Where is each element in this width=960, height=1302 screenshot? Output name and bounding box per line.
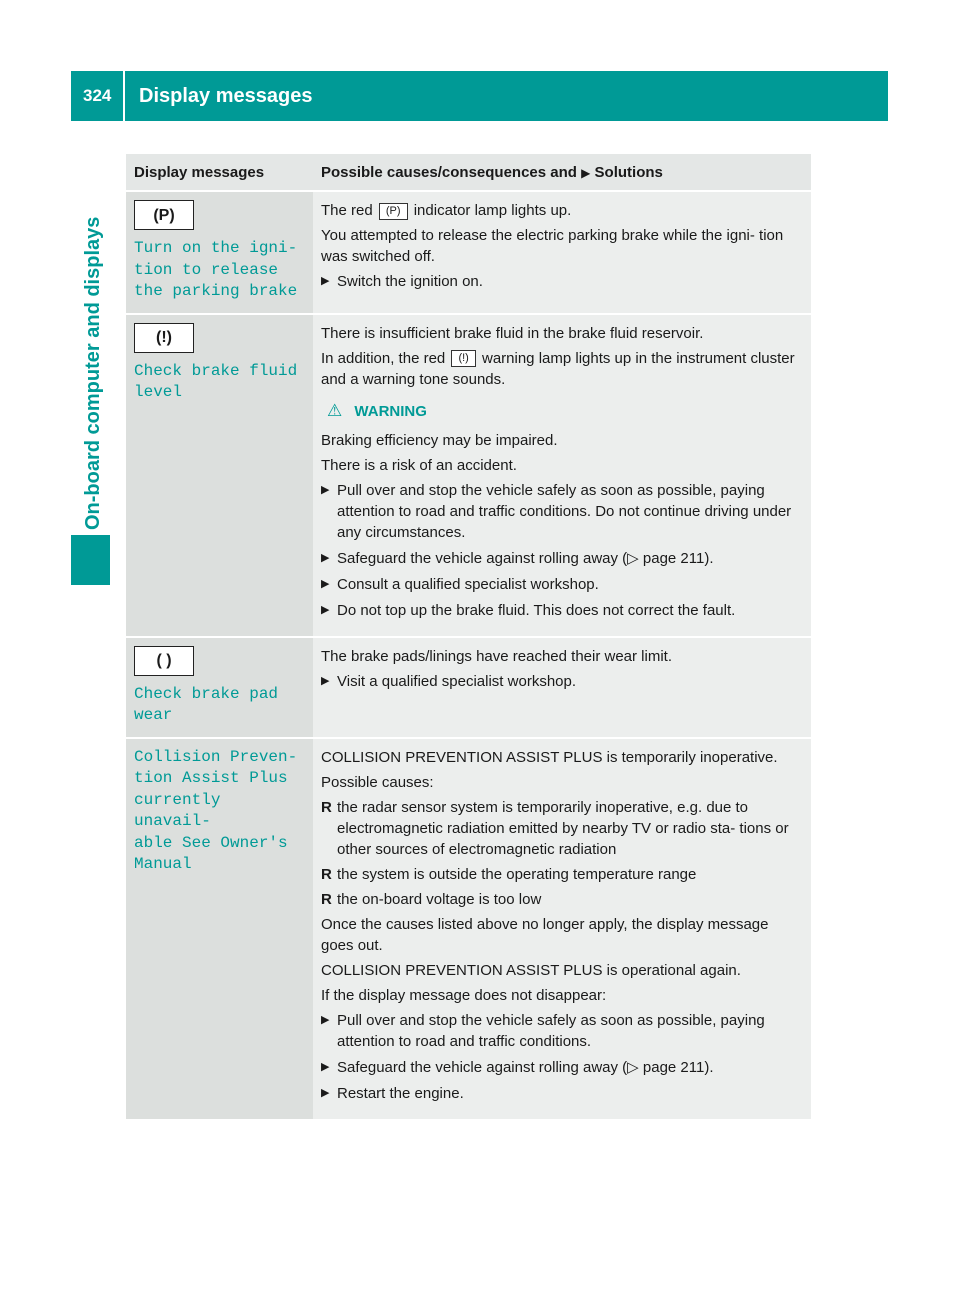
display-message-cell [126,191,313,314]
side-marker-block [71,535,110,585]
column-header-causes-solutions [313,154,811,191]
paragraph: There is a risk of an accident. [321,456,517,474]
page-header [71,71,888,121]
text-fragment: The red [321,202,373,219]
text-fragment: warning lamp lights up in the instrument cluster and a warning tone sounds. [321,349,795,388]
action-step: ▶ Visit a qualified specialist workshop. [321,671,803,692]
page-title: Display messages [139,84,313,107]
page-number: 324 [71,71,125,121]
paragraph: Possible causes: [321,773,434,791]
action-step: ▶ Restart the engine. [321,1083,803,1104]
column-header-display-messages: Display messages [126,154,313,191]
text-fragment: Safeguard the vehicle against rolling away ( [337,549,628,567]
page-reference-link[interactable]: page 211). [642,549,714,567]
display-message-text: Check brake pad wear [134,684,279,724]
action-step: ▶ Switch the ignition on. [321,271,803,292]
page-reference-link[interactable]: page 211). [642,1058,714,1076]
causes-solutions-cell [313,738,811,1119]
paragraph: You attempted to release the electric parking brake while the igni- tion was switched off. [321,227,784,265]
brake-pad-wear-icon: ( ) [134,646,194,676]
warning-triangle-icon: ⚠ [327,400,343,420]
display-message-cell [126,637,313,738]
paragraph: Braking efficiency may be impaired. [321,431,558,449]
warning-heading [327,400,803,422]
paragraph: If the display message does not disappear: [321,986,607,1004]
page-ref-arrow-icon: ▷ [627,1058,639,1076]
parking-brake-icon: (P) [379,203,408,220]
bullet-text: the system is outside the operating temperature range [337,865,697,883]
display-message-text: Turn on the igni‐ tion to release the parking brake [134,239,298,300]
action-step [321,548,803,569]
paragraph: The brake pads/linings have reached their wear limit. [321,647,673,665]
warning-label: WARNING [354,402,427,420]
action-step: ▶ Consult a qualified specialist workshop. [321,574,803,595]
text-fragment: indicator lamp lights up. [413,202,572,219]
display-message-cell [126,314,313,637]
parking-brake-icon: (P) [134,200,194,230]
causes-solutions-cell [313,314,811,637]
display-message-cell [126,738,313,1119]
brake-warning-icon: (!) [134,323,194,353]
action-step: ▶ Pull over and stop the vehicle safely as soon as possible, paying attention to road and traffic conditions. Do not continue driving under any circumstances. [321,480,803,543]
table-row [126,637,811,738]
paragraph: Once the causes listed above no longer apply, the display message goes out. [321,915,769,954]
paragraph [321,200,803,221]
display-message-text: Collision Preven‐ tion Assist Plus currently unavail‐ able See Owner's Manual [134,747,298,873]
page-ref-arrow-icon: ▷ [627,549,639,567]
action-step [321,1057,803,1078]
text-fragment: Safeguard the vehicle against rolling away ( [337,1058,628,1076]
bullet-text: the radar sensor system is temporarily inoperative, e.g. due to electromagnetic radiation emitted by nearby TV or radio sta- tions or other sources of electromagnetic radiation [337,798,789,858]
text-fragment: In addition, the red [321,349,446,367]
causes-solutions-cell [313,637,811,738]
bullet-icon: R [321,865,332,883]
column-header-causes: Possible causes/consequences and [321,163,577,181]
table-row [126,191,811,314]
action-step: ▶ Pull over and stop the vehicle safely as soon as possible, paying attention to road and traffic conditions. [321,1010,803,1052]
paragraph: There is insufficient brake fluid in the brake fluid reservoir. [321,324,704,342]
bullet-item [321,864,803,885]
bullet-item [321,797,803,860]
action-step: ▶ Do not top up the brake fluid. This does not correct the fault. [321,600,803,621]
table-row [126,314,811,637]
causes-solutions-cell [313,191,811,314]
table-header-row [126,154,811,191]
brake-warning-icon: (!) [451,350,475,367]
display-messages-table [126,154,811,1119]
display-message-text: Check brake fluid level [134,361,298,401]
table-row [126,738,811,1119]
solution-arrow-icon: ▶ [581,165,591,180]
paragraph [321,348,803,390]
paragraph: COLLISION PREVENTION ASSIST PLUS is temporarily inoperative. [321,748,778,766]
bullet-icon: R [321,798,332,816]
bullet-item [321,889,803,910]
bullet-icon: R [321,890,332,908]
bullet-text: the on-board voltage is too low [337,890,542,908]
column-header-solutions: Solutions [594,163,663,181]
paragraph: COLLISION PREVENTION ASSIST PLUS is operational again. [321,961,741,979]
